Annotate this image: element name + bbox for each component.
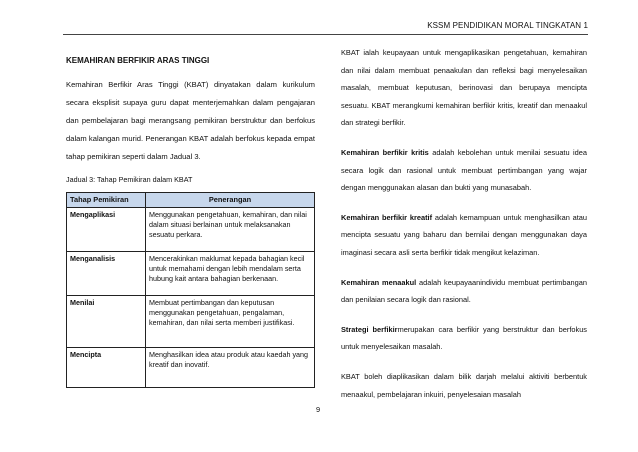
thinking-strategy-term: Strategi berfikir	[341, 324, 398, 334]
description-cell: Menghasilkan idea atau produk atau kaedah yang kreatif dan inovatif.	[146, 348, 315, 388]
thinking-levels-table	[66, 192, 315, 388]
table-row	[67, 208, 315, 252]
description-cell: Mencerakinkan maklumat kepada bahagian kecil untuk memahami dengan lebih mendalam serta hubung kait antara bahagian berkenaan.	[146, 252, 315, 296]
reasoning-paragraph	[341, 274, 587, 309]
kbat-application-paragraph: KBAT boleh diaplikasikan dalam bilik darjah melalui aktiviti berbentuk menaakul, pembelajaran inkuiri, penyelesaian masalah	[341, 371, 587, 399]
table-row	[67, 252, 315, 296]
intro-paragraph: Kemahiran Berfikir Aras Tinggi (KBAT) dinyatakan dalam kurikulum secara eksplisit supaya guru dapat menterjemahkan dalam pengajaran dan pembelajaran bagi merangsang pemikiran berstruktur dan berfokus dalam kalangan murid. Penerangan KBAT adalah berfokus kepada empat tahap pemikiran seperti dalam Jadual 3.	[66, 80, 315, 161]
section-title: KEMAHIRAN BERFIKIR ARAS TINGGI	[66, 56, 210, 65]
table-row	[67, 348, 315, 388]
header-tahap: Tahap Pemikiran	[67, 193, 146, 208]
thinking-strategy-paragraph	[341, 321, 587, 356]
table-header-row	[67, 193, 315, 208]
header-divider	[63, 34, 588, 35]
stage-cell: Mencipta	[67, 348, 146, 388]
reasoning-text: adalah keupayaanindividu membuat pertimbangan dan penilaian secara logik dan rasional.	[341, 277, 587, 305]
description-cell: Membuat pertimbangan dan keputusan menggunakan pengetahuan, pengalaman, kemahiran, dan nilai serta memberi justifikasi.	[146, 296, 315, 348]
creative-thinking-paragraph	[341, 209, 587, 262]
reasoning-term: Kemahiran menaakul	[341, 277, 417, 287]
critical-thinking-text: adalah kebolehan untuk menilai sesuatu idea secara logik dan rasional untuk membuat pertimbangan yang wajar dengan menggunakan alasan dan bukti yang munasabah.	[341, 147, 587, 193]
table-caption: Jadual 3: Tahap Pemikiran dalam KBAT	[66, 175, 193, 184]
creative-thinking-text: adalah kemampuan untuk menghasilkan atau mencipta sesuatu yang baharu dan bernilai dengan menggunakan daya imaginasi secara asli serta berfikir tidak mengikut kelaziman.	[341, 212, 587, 257]
header-penerangan: Penerangan	[146, 193, 315, 208]
kbat-definition-paragraph: KBAT ialah keupayaan untuk mengaplikasikan pengetahuan, kemahiran dan nilai dalam membuat penaakulan dan refleksi bagi menyelesaikan masalah, membuat keputusan, berinovasi dan berupaya mencipta sesuatu. KBAT merangkumi kemahiran berfikir kritis, kreatif dan menaakul dan strategi berfikir.	[341, 48, 587, 128]
right-column	[341, 44, 587, 403]
left-column	[66, 44, 315, 388]
stage-cell: Mengaplikasi	[67, 208, 146, 252]
stage-cell: Menilai	[67, 296, 146, 348]
page-number: 9	[316, 405, 321, 414]
stage-cell: Menganalisis	[67, 252, 146, 296]
critical-thinking-term: Kemahiran berfikir kritis	[341, 147, 429, 157]
critical-thinking-paragraph	[341, 144, 587, 197]
page-header-title: KSSM PENDIDIKAN MORAL TINGKATAN 1	[427, 21, 588, 30]
description-cell: Menggunakan pengetahuan, kemahiran, dan nilai dalam situasi berlainan untuk melaksanakan sesuatu perkara.	[146, 208, 315, 252]
thinking-strategy-text: merupakan cara berfikir yang berstruktur dan berfokus untuk menyelesaikan masalah.	[341, 324, 587, 352]
creative-thinking-term: Kemahiran berfikir kreatif	[341, 212, 433, 222]
table-row	[67, 296, 315, 348]
